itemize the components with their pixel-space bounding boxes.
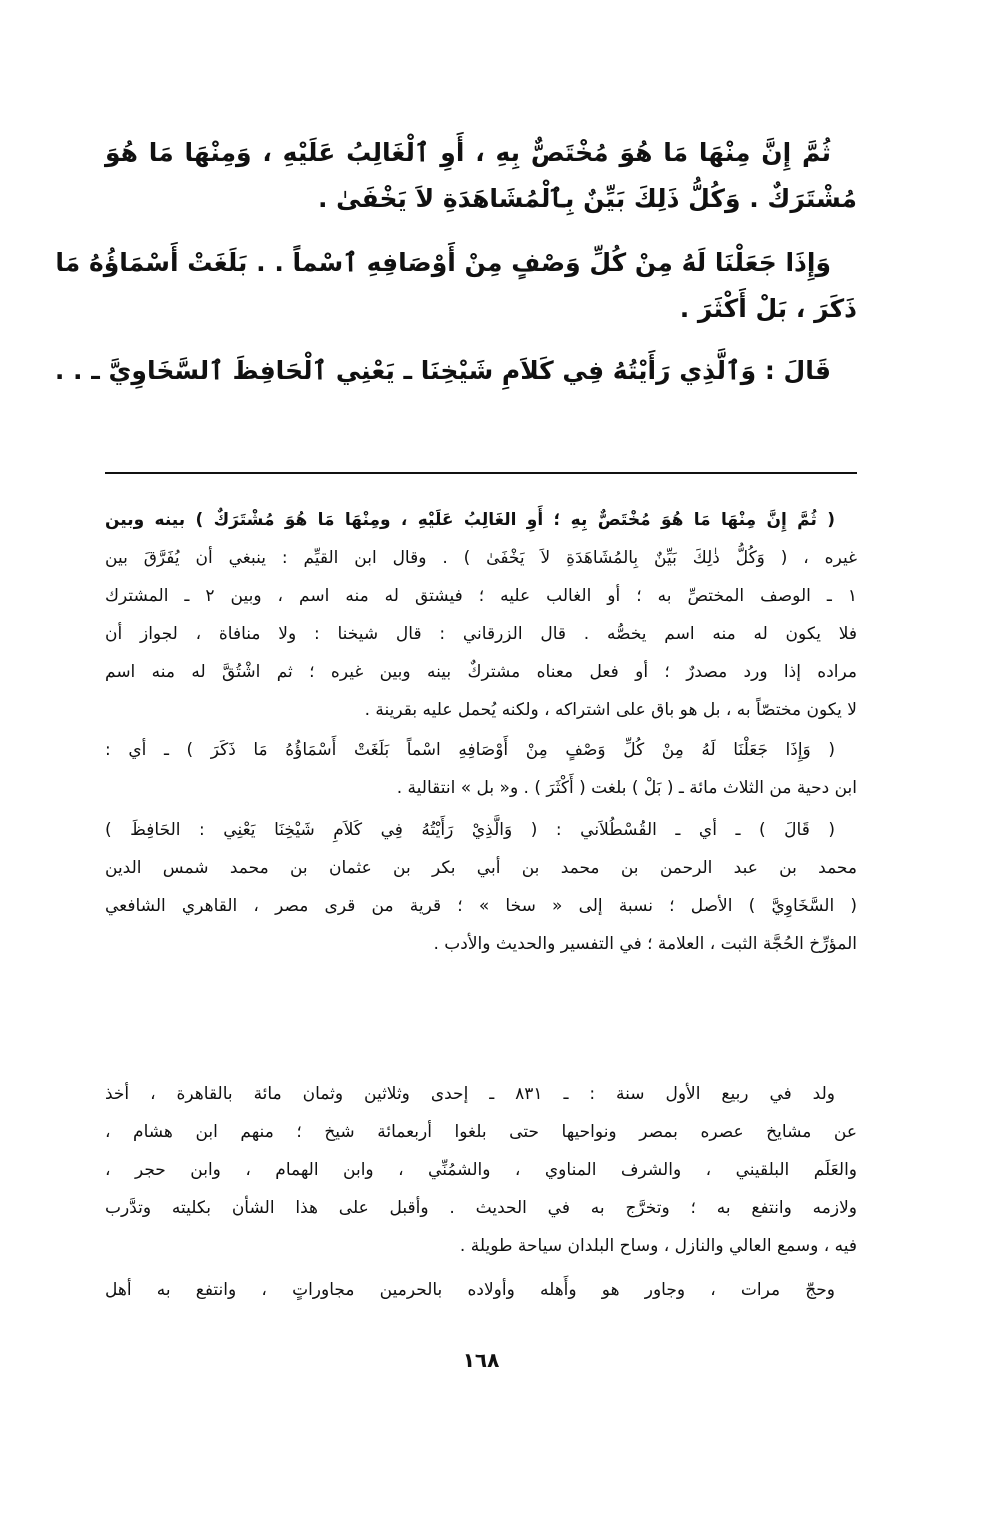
page-number: ١٦٨ bbox=[462, 1348, 500, 1372]
main-text-line: مُشْتَرَكٌ . وَكُلُّ ذَلِكَ بَيِّنٌ بِٱلْمُشَاهَدَةِ لاَ يَخْفَىٰ . bbox=[317, 184, 857, 213]
main-text-line: قَالَ : وَٱلَّذِي رَأَيْتُهُ فِي كَلاَمِ شَيْخِنَا ـ يَعْنِي ٱلْحَافِظَ ٱلسَّخَاوِيَّ ـ . . bbox=[54, 356, 831, 385]
footnote-line: والعَلَم البلقيني ، والشرف المناوي ، والشمُنِّي ، وابن الهمام ، وابن حجر ، bbox=[105, 1160, 857, 1180]
footnote-divider bbox=[105, 472, 857, 474]
footnote-line: ( السَّخَاوِيَّ ) الأصل ؛ نسبة إلى « سخا » ؛ قرية من قرى مصر ، القاهري الشافعي bbox=[105, 896, 857, 916]
footnote-line: عن مشايخ عصره بمصر ونواحيها حتى بلغوا أربعمائة شيخ ؛ منهم ابن هشام ، bbox=[105, 1122, 857, 1142]
footnote-line: وحجّ مرات ، وجاور هو وأَهله وأولاده بالحرمين مجاوراتٍ ، وانتفع به أهل bbox=[105, 1280, 835, 1300]
footnote-line: ( ثُمَّ إِنَّ مِنْهَا مَا هُوَ مُخْتَصٌّ بِهِ ؛ أَوِ الغَالِبُ عَلَيْهِ ، ومِنْهَا مَا هُوَ مُشْتَرَكٌ ) بينه وبين bbox=[105, 510, 835, 530]
footnote-line: ( قَالَ ) ـ أي ـ القُسْطُلاَني : ( وَالَّذِيْ رَأَيْتُهُ فِي كَلاَمِ شَيْخِنَا يَعْنِي : الحَافِظَ ) bbox=[105, 820, 835, 840]
footnote-line: فيه ، وسمع العالي والنازل ، وساح البلدان سياحة طويلة . bbox=[459, 1236, 857, 1256]
footnote-line: غيره ، ( وَكُلُّ ذٰلِكَ بَيِّنٌ بِالمُشَاهَدَةِ لاَ يَخْفَىٰ ) . وقال ابن القيِّم : ينبغي أن يُفَرَّقَ بين bbox=[105, 548, 857, 568]
footnote-line: مراده إذا ورد مصدرٌ ؛ أو فعل معناه مشتركٌ بينه وبين غيره ؛ ثم اشْتُقَّ له منه اسم bbox=[105, 662, 857, 682]
footnote-line: ولد في ربيع الأول سنة : ـ ٨٣١ ـ إحدى وثلاثين وثمان مائة بالقاهرة ، أخذ bbox=[105, 1084, 835, 1104]
footnote-line: ( وَإِذَا جَعَلْنَا لَهُ مِنْ كُلِّ وَصْفٍ مِنْ أَوْصَافِهِ اسْماً بَلَغَتْ أَسْمَاؤُهُ مَا ذَكَرَ ) ـ أي : bbox=[105, 740, 835, 760]
footnote-line: ولازمه وانتفع به ؛ وتخرَّج به في الحديث . وأقبل على هذا الشأن بكليته وتدَّرب bbox=[105, 1198, 857, 1218]
footnote-line: محمد بن عبد الرحمن بن محمد بن أبي بكر بن عثمان بن محمد شمس الدين bbox=[105, 858, 857, 878]
footnote-line: لا يكون مختصّاً به ، بل هو باق على اشتراكه ، ولكنه يُحمل عليه بقرينة . bbox=[364, 700, 857, 720]
footnote-line: فلا يكون له منه اسم يخصُّه . قال الزرقاني : قال شيخنا : ولا منافاة ، لجواز أن bbox=[105, 624, 857, 644]
main-text-line: وَإِذَا جَعَلْنَا لَهُ مِنْ كُلِّ وَصْفٍ مِنْ أَوْصَافِهِ ٱسْماً . . بَلَغَتْ أَسْمَاؤُهُ مَا bbox=[55, 248, 831, 277]
footnote-line: ١ ـ الوصف المختصِّ به ؛ أو الغالب عليه ؛ فيشتق له منه اسم ، وبين ٢ ـ المشترك bbox=[105, 586, 857, 606]
footnote-line: المؤرِّخ الحُجَّة الثبت ، العلامة ؛ في التفسير والحديث والأدب . bbox=[433, 934, 857, 954]
main-text-line: ثُمَّ إِنَّ مِنْهَا مَا هُوَ مُخْتَصٌّ بِهِ ، أَوِ ٱلْغَالِبُ عَلَيْهِ ، وَمِنْهَا مَا هُوَ bbox=[105, 138, 831, 167]
main-text-line: ذَكَرَ ، بَلْ أَكْثَرَ . bbox=[679, 294, 857, 323]
footnote-line: ابن دحية من الثلاث مائة ـ ( بَلْ ) بلغت ( أَكْثَرَ ) . و« بل » انتقالية . bbox=[396, 778, 857, 798]
